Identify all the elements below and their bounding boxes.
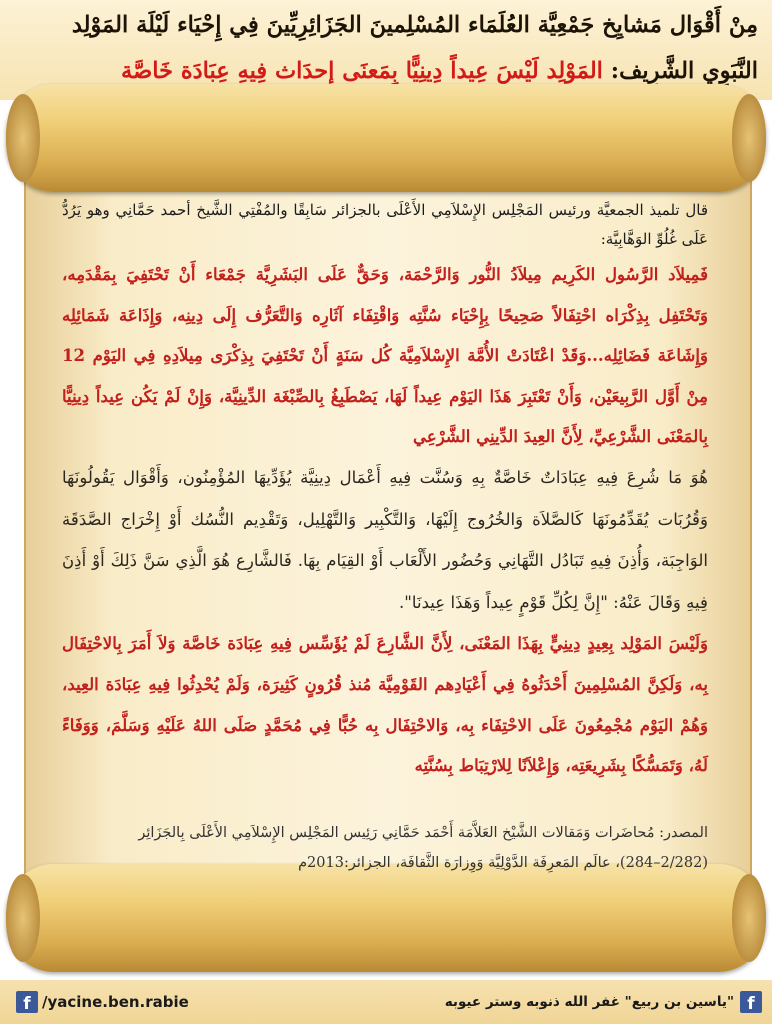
scroll-roll-bottom	[6, 864, 766, 972]
title-line-1: مِنْ أَقْوَال مَشايِخ جَمْعِيَّة العُلَمَاء المُسْلِمينَ الجَزَائِرِيِّينَ فِي إِحْيَاء لَيْلَة المَوْلِد	[71, 12, 758, 38]
quote-paragraph-2	[62, 457, 708, 623]
title-line-2-highlight: المَوْلِد لَيْسَ عِيداً دِينِيًّا بِمَعنَى إِحدَاث فِيهِ عِبَادَة خَاصَّة	[121, 58, 603, 84]
scroll-roll-top	[6, 84, 766, 192]
page-title	[14, 2, 758, 94]
article-body	[62, 196, 708, 786]
source-citation	[62, 818, 708, 878]
facebook-icon: f	[740, 991, 762, 1013]
quote-paragraph-1: فَمِيلاَد الرَّسُول الكَرِيم مِيلاَدُ النُّور وَالرَّحْمَة، وَحَقٌّ عَلَى البَشَرِيَّة جَمْعَاء أَنْ تَحْتَفِيَ بِمَقْدَمِه، وَتَحْتَفِل بِذِكْرَاه احْتِفَالاً صَحِيحًا بِإِحْيَاء سُنَّتِه وَاقْتِفَاء آثَارِه وَالتَّعَرُّف إِلَى دِينِه، وَإِذَاعَة شَمَائِلِه وَإِشَاعَة فَضَائِلِه...وَقَدْ اعْتَادَتْ الأُمَّة الإِسْلاَمِيَّة كُل سَنَةٍ أَنْ تَحْتَفِيَ بِذِكْرَى مِيلاَدِهِ فِي اليَوْم 12 مِنْ أَوَّل الرَّبِيعَيْن، وَأَنْ تَعْتَبِرَ هَذَا اليَوْم عِيداً لَهَا، يَصْطَبِغُ بِالصِّبْغَة الدِّينِيَّة، وَإِنْ لَمْ يَكُن عِيداً دِينِيًّا بِالمَعْنَى الشَّرْعِيِّ، لِأَنَّ العِيدَ الدِّينِي الشَّرْعِي	[62, 264, 708, 447]
author-credit-text: "ياسين بن ربيع" غفر الله ذنوبه وستر عيوبه	[444, 994, 734, 1010]
source-line-1: المصدر: مُحاضَرات وَمَقالات الشَّيْخ العَلاَّمَة أَحْمَد حَمَّانِي رَئِيس المَجْلِس الإِسْلاَمِي الأَعْلَى بِالجَزَائِر	[138, 825, 708, 841]
facebook-icon: f	[16, 991, 38, 1013]
author-credit	[445, 989, 762, 1015]
source-line-2: (2/282–284)، عالَم المَعرِفَة الدَّوْلِيَّة وَوِزارَة الثَّقافَة، الجزائر:2013م	[298, 855, 708, 871]
facebook-page-link[interactable]	[16, 989, 189, 1015]
title-line-2-prefix: النَّبَوِي الشَّرِيف:	[610, 58, 758, 84]
quote-paragraph-2-text: هُوَ مَا شُرِعَ فِيهِ عِبَادَاتٌ خَاصَّةٌ بِهِ وَسُنَّت فِيهِ أَعْمَال دِينِيَّة يُؤَدِّيهَا المُؤْمِنُون، وَأَقْوَال يَقُولُونَهَا وَقُرُبَات يُقَدِّمُونَهَا كَالصَّلاَة وَالخُرُوج إِلَيْهَا، وَالتَّكْبِير وَالتَّهْلِيل، وَتَقْدِيم النُّسُك أَوْ إِخْرَاج الصَّدَقَة الوَاجِبَة، وَأُذِنَ فِيهِ تَبَادُل التَّهَانِي وَحُضُور الأَلْعَاب أَوْ القِيَام بِهَا. فَالشَّارِع هُوَ الَّذِي سَنَّ ذَلِكَ أَوْ أَذِنَ فِيهِ وَقَالَ عَنْهُ: "إِنَّ لِكُلِّ قَوْمٍ عِيداً وَهَذَا عِيدنَا".	[62, 467, 708, 612]
quote-paragraph-3: وَلَيْسَ المَوْلِد بِعِيدٍ دِينِيٍّ بِهَذَا المَعْنَى، لِأَنَّ الشَّارِعَ لَمْ يُؤَسِّس فِيهِ عِبَادَة خَاصَّة وَلاَ أَمَرَ بِالاحْتِفَال بِه، وَلَكِنَّ المُسْلِمِينَ أَحْدَثُوهُ فِي أَعْيَادِهم القَوْمِيَّة مُنذ قُرُونٍ كَثِيرَة، وَلَمْ يُحْدِثُوا فِيهِ عِبَادَة العِيد، وَهُمْ اليَوْم مُجْمِعُونَ عَلَى الاحْتِفَاء بِه، وَالاحْتِفَال بِه حُبًّا فِي مُحَمَّدٍ صَلَى اللهُ عَلَيْهِ وَسَلَّمَ، وَوَفَاءً لَهُ، وَتَمَسُّكًا بِشَرِيعَتِه، وَإِعْلاَنًا لِلارْتِبَاط بِسُنَّتِه	[62, 633, 708, 776]
intro-paragraph: قال تلميذ الجمعيَّة ورئيس المَجْلِس الإِسْلاَمِي الأَعْلَى بالجزائر سَابِقًا والمُفْتِي الشَّيخ أحمد حَمَّانِي وهو يَرُدُّ عَلَى غُلُوِّ الوَهَّابِيَّة:	[62, 201, 708, 248]
facebook-page-handle[interactable]: /yacine.ben.rabie	[42, 993, 189, 1011]
